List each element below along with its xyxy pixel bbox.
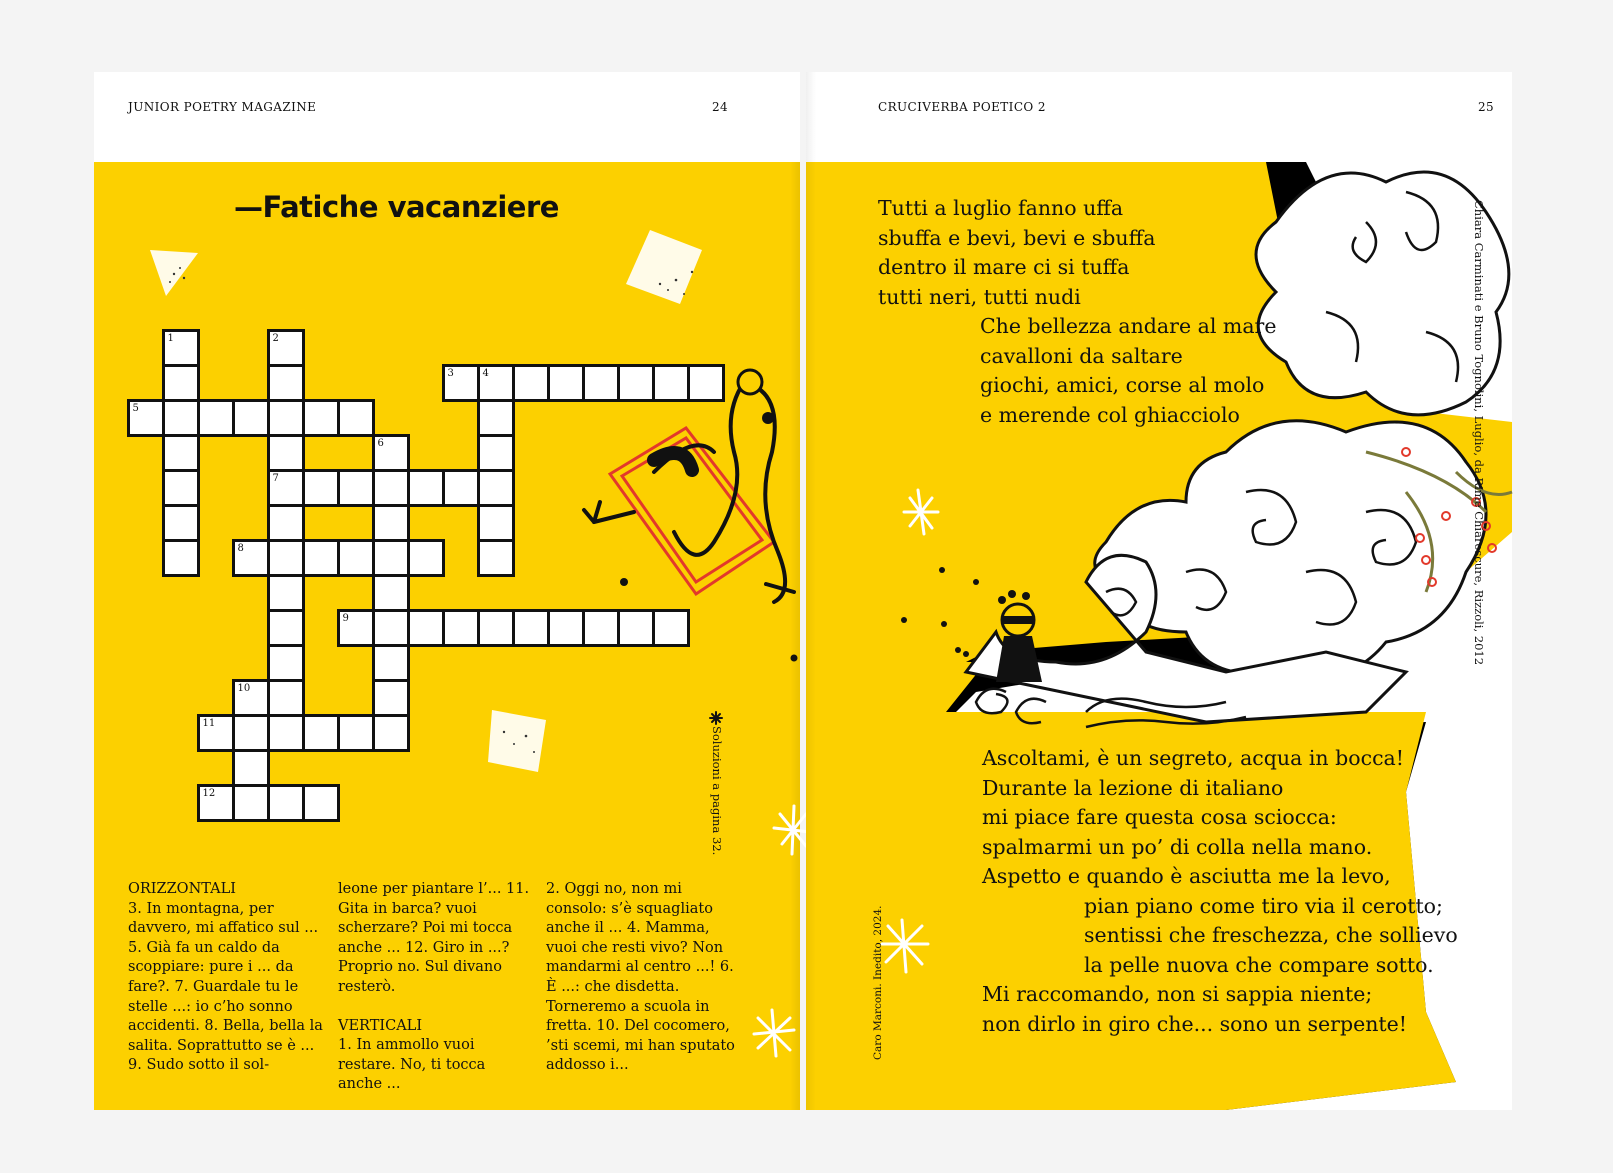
credit-top: Chiara Carminati e Bruno Tognolini, Luglio, da Rime Chiaroscure, Rizzoli, 2012 [1472,200,1486,666]
crossword-clue-number: 12 [202,787,216,799]
clues-text: leone per piantare l’... 11. Gita in barca? vuoi scherzare? Poi mi tocca anche ... 12. Giro in ...? Proprio no. Sul divano resterò. [338,881,530,995]
crossword-clue-number: 7 [272,472,279,484]
poem-line: tutti neri, tutti nudi [878,284,1081,309]
asterisk-icon [710,712,722,724]
poem-line: la pelle nuova che compare sotto. [1084,952,1434,977]
poem-line: pian piano come tiro via il cerotto; [1084,893,1443,918]
poem-line: Ascoltami, è un segreto, acqua in bocca! [982,746,1405,770]
page-number: 25 [1478,100,1495,114]
poem-line: non dirlo in giro che... sono un serpente! [982,1011,1408,1036]
poem-line: spalmarmi un po’ di colla nella mano. [982,834,1373,859]
clues-text: 1. In ammollo vuoi restare. No, ti tocca anche ... [338,1037,486,1093]
crossword-clue-number: 5 [132,402,139,414]
crossword-clue-number: 9 [342,612,349,624]
credit-bottom: Caro Marconi. Inedito, 2024. [872,905,884,1060]
running-head: CRUCIVERBA POETICO 2 [878,100,1046,114]
running-head: JUNIOR POETRY MAGAZINE [128,100,317,114]
poem-line: Che bellezza andare al mare [980,314,1277,338]
solutions-note: Soluzioni a pagina 32. [710,726,724,856]
page-title: —Fatiche vacanziere [234,190,559,224]
poem-line: sbuffa e bevi, bevi e sbuffa [878,225,1156,250]
poem-line: Aspetto e quando è asciutta me la levo, [982,864,1391,888]
poem-line: e merende col ghiacciolo [980,402,1240,427]
poem-line: Durante la lezione di italiano [982,775,1284,800]
clues-column-1 [128,880,323,1074]
crossword-clue-number: 1 [167,332,174,344]
sparkle-icon [882,490,938,972]
clues-column-2 [338,880,533,1093]
crossword-clue-number: 4 [482,367,489,379]
poem-line: giochi, amici, corse al molo [980,373,1265,397]
poem-line: sentissi che freschezza, che sollievo [1084,923,1458,947]
page-number: 24 [712,100,729,114]
poem-serpente [982,744,1458,1039]
crossword-clue-number: 3 [447,367,454,379]
left-page [94,72,800,1110]
clues-heading-down: VERTICALI [338,1017,423,1034]
sparkle-icon [774,806,810,854]
poem-line: cavalloni da saltare [980,343,1183,368]
right-page [806,72,1512,1110]
poem-luglio [878,194,1276,430]
clues-heading-across: ORIZZONTALI [128,881,236,897]
crossword-clue-number: 2 [272,332,279,344]
poem-line: dentro il mare ci si tuffa [878,255,1130,279]
crossword-clue-number: 8 [237,542,244,554]
poem-line: Mi raccomando, non si sappia niente; [982,982,1373,1006]
crossword-clue-number: 10 [237,682,251,694]
poem-line: mi piace fare questa cosa sciocca: [982,805,1337,829]
clues-text: 2. Oggi no, non mi consolo: s’è squagliato anche il ... 4. Mamma, vuoi che resti vivo? Non mandarmi al centro ...! 6. È ...: che disdetta. Torneremo a scuola in fretta. 10. Del cocomero, ’sti scemi, mi han sputato addosso i... [546,881,735,1074]
clues-text: 3. In montagna, per davvero, mi affatico sul ... 5. Già fa un caldo da scoppiare: pure i ... da fare?. 7. Guardale tu le stelle ...: io c’ho sonno accidenti. 8. Bella, bella la salita. Soprattutto se è ... 9. Sudo sotto il sol- [128,900,323,1074]
crossword-clue-number: 6 [377,437,384,449]
crossword-clue-number: 11 [202,717,216,729]
clues-column-3 [546,880,741,1074]
poem-line: Tutti a luglio fanno uffa [878,196,1124,220]
